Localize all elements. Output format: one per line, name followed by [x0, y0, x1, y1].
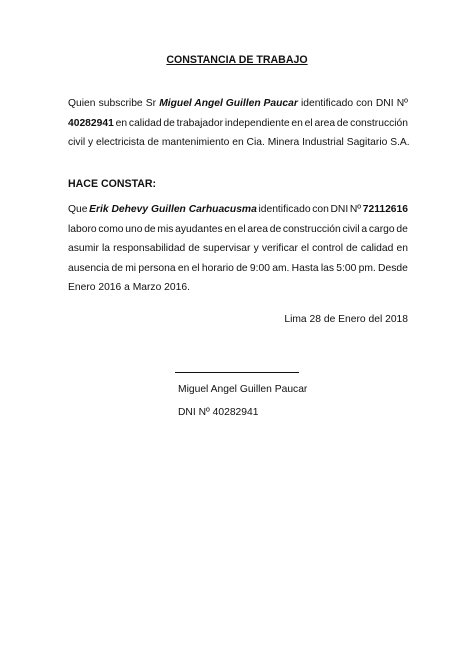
text-word: ausencia	[68, 262, 110, 274]
text-word: de	[396, 223, 408, 235]
text-word: en	[115, 117, 128, 129]
text-word: laboro	[68, 223, 97, 235]
text-word: la	[102, 243, 111, 254]
text-word: calidad	[360, 243, 394, 254]
text-word: cargo	[368, 223, 395, 235]
signature-name: Miguel Angel Guillen Paucar	[178, 384, 308, 395]
text-word: 9:00	[249, 262, 270, 274]
text-word: en	[224, 223, 236, 235]
text-word: de	[336, 117, 349, 129]
paragraph-line	[68, 259, 408, 279]
text-word: construcción	[282, 223, 341, 235]
employee-dni-number: 72112616	[362, 204, 408, 215]
text-word: verificar	[261, 243, 298, 254]
text-word: Que	[68, 204, 88, 215]
text-word: construcción	[350, 117, 408, 129]
text-word: el	[304, 117, 313, 129]
paragraph-line	[68, 278, 408, 298]
paragraph-line	[68, 133, 408, 153]
text-word: am.	[272, 262, 290, 274]
text-word: el	[237, 223, 246, 235]
text-word: con	[312, 204, 329, 215]
paragraph-line	[68, 114, 408, 134]
text-word: calidad	[128, 117, 162, 129]
text-word: mis	[157, 223, 174, 235]
text-word: Hasta	[291, 262, 319, 274]
text-word: de	[269, 223, 282, 235]
text-word: de	[236, 262, 248, 274]
text-word: en	[177, 262, 190, 274]
text-word: asumir	[68, 243, 99, 254]
text-word: como	[98, 223, 124, 235]
text-word: mi	[125, 262, 137, 274]
text-word: el	[191, 262, 200, 274]
text-word: supervisar	[202, 243, 251, 254]
signer-dni-number: 40282941	[68, 117, 114, 129]
text-word: de	[346, 243, 358, 254]
text-word: de	[163, 117, 175, 129]
paragraph-line	[68, 200, 408, 220]
signature-line	[175, 372, 299, 373]
text-word: de	[188, 243, 200, 254]
text-word: area	[247, 223, 268, 235]
text-word: ayudantes	[175, 223, 223, 235]
text-word: persona	[138, 262, 176, 274]
text-word: y	[253, 243, 259, 254]
text-word: uno	[125, 223, 143, 235]
text-word: de	[111, 262, 123, 274]
paragraph-certification	[68, 200, 408, 298]
text-word: 5:00	[336, 262, 357, 274]
paragraph-line	[68, 239, 408, 259]
paragraph-line	[68, 220, 408, 240]
paragraph-text: civil y electricista de mantenimiento en Cia. Minera Industrial Sagitario S.A.	[68, 137, 410, 148]
text-word: civil	[342, 223, 360, 235]
text-word: las	[320, 262, 335, 274]
paragraph-line	[68, 94, 408, 114]
text-word: trabajador	[176, 117, 224, 129]
text-word: Nº	[396, 98, 408, 109]
paragraph-introduction	[68, 94, 408, 153]
text-word: Sr	[145, 98, 157, 109]
signer-name: Miguel Angel Guillen Paucar	[159, 98, 298, 109]
text-word: identificado	[300, 98, 354, 109]
text-word: pm.	[358, 262, 376, 274]
employee-name: Erik Dehevy Guillen Carhuacusma	[89, 204, 257, 215]
text-word: de	[144, 223, 156, 235]
text-word: area	[314, 117, 336, 129]
text-word: control	[312, 243, 344, 254]
text-word: identificado	[258, 204, 311, 215]
text-word: independiente	[224, 117, 290, 129]
text-word: el	[301, 243, 310, 254]
text-word: en	[396, 243, 408, 254]
paragraph-text: Enero 2016 a Marzo 2016.	[68, 282, 190, 293]
text-word: con	[356, 98, 373, 109]
text-word: en	[291, 117, 303, 129]
text-word: Quien	[68, 98, 96, 109]
text-word: DNI	[375, 98, 394, 109]
text-word: Nº	[349, 204, 362, 215]
text-word: Desde	[378, 262, 408, 274]
text-word: subscribe	[98, 98, 143, 109]
text-word: a	[361, 223, 368, 235]
text-word: horario	[201, 262, 234, 274]
document-title: CONSTANCIA DE TRABAJO	[166, 54, 308, 66]
signature-dni: DNI Nº 40282941	[178, 407, 259, 418]
document-date: Lima 28 de Enero del 2018	[284, 314, 408, 325]
text-word: responsabilidad	[113, 243, 186, 254]
text-word: DNI	[330, 204, 349, 215]
section-heading: HACE CONSTAR:	[68, 178, 157, 190]
